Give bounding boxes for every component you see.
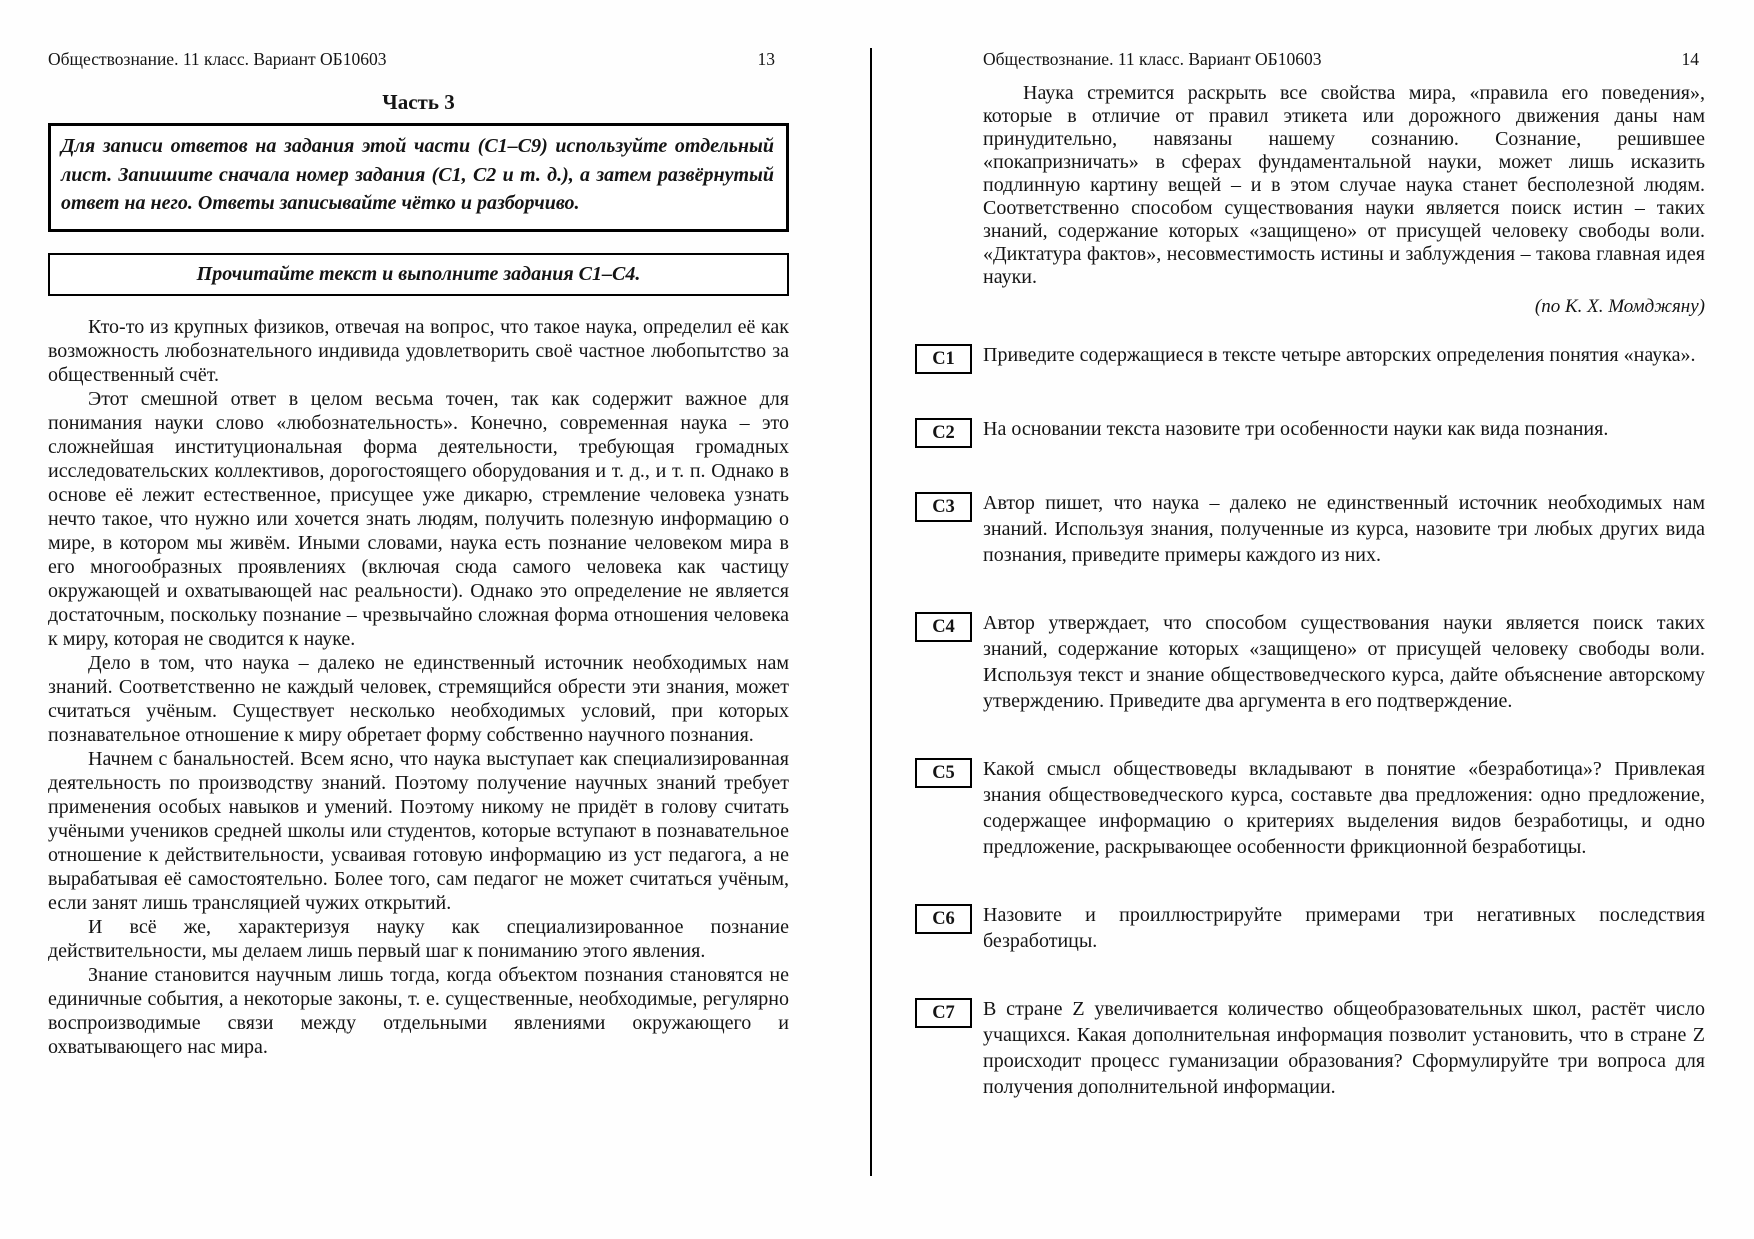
text-paragraph-7: Наука стремится раскрыть все свойства мира, «правила его поведения», которые в отличие от правил этикета или дорожного движения даны нам принудительно, навязаны нашему сознанию. Сознание, решившее «покапризничать» в сферах фундаментальной науки, может лишь исказить подлинную картину вещей – и в этом случае наука станет бесполезной людям. Соответственно способом существования науки является поиск истин – таких знаний, содержание которых «защищено» от присущей человеку свободы воли. «Диктатура фактов», несовместимость истины и заблуждения – такова главная идея науки. [983,82,1705,288]
task-c7-text: В стране Z увеличивается количество общеобразовательных школ, растёт число учащихся. Какая дополнительная информация позволит установить, что в стране Z происходит процесс гуманизации образования? Сформулируйте три вопроса для получения дополнительной информации. [983,998,1705,1098]
task-c7-number-box: С7 [915,998,972,1028]
read-prompt-text: Прочитайте текст и выполните задания С1–С4. [196,262,641,285]
text-paragraph-3: Дело в том, что наука – далеко не единственный источник необходимых нам знаний. Соответственно не каждый человек, стремящийся обрести эти знания, может считаться учёным. Существует несколько необходимых условий, при которых познавательное отношение к миру обретает форму собственно научного познания. [48,651,789,746]
text-paragraph-1: Кто-то из крупных физиков, отвечая на вопрос, что такое наука, определил её как возможность любознательного индивида удовлетворить своё частное любопытство за общественный счёт. [48,315,789,386]
task-c2 [915,416,1705,448]
task-c4 [915,610,1705,714]
task-c5 [915,756,1705,860]
page-left-number: 13 [757,49,775,69]
page-right-header [983,48,1705,70]
task-c3-number-box: С3 [915,492,972,522]
tasks-list [915,342,1705,1100]
task-c2-number-box: С2 [915,418,972,448]
task-c6 [915,902,1705,954]
reading-text [48,315,789,1059]
page-right-number: 14 [1681,49,1699,69]
instruction-text: Для записи ответов на задания этой части (С1–С9) используйте отдельный лист. Запишите сначала номер задания (С1, С2 и т. д.), а затем развёрнутый ответ на него. Ответы записывайте чётко и разборчиво. [61,135,774,214]
page-divider-line [870,48,872,1176]
text-paragraph-4: Начнем с банальностей. Всем ясно, что наука выступает как специализированная деятельность по производству знаний. Поэтому получение научных знаний требует применения особых навыков и умений. Поэтому никому не придёт в голову считать учёными учеников средней школы или студентов, которые вступают в познавательное отношение к действительности, усваивая готовую информацию из уст педагога, а не вырабатывая её самостоятельно. Более того, сам педагог не может считаться учёным, если занят лишь трансляцией чужих открытий. [48,747,789,914]
page-right-header-title: Обществознание. 11 класс. Вариант ОБ10603 [983,49,1322,69]
text-paragraph-5: И всё же, характеризуя науку как специализированное познание действительности, мы делаем лишь первый шаг к пониманию этого явления. [48,915,789,962]
text-attribution: (по К. Х. Момджяну) [1534,296,1705,317]
task-c2-text: На основании текста назовите три особенности науки как вида познания. [983,418,1609,440]
page-left-header-title: Обществознание. 11 класс. Вариант ОБ10603 [48,49,387,69]
page-left-header [48,48,789,70]
task-c4-number-box: С4 [915,612,972,642]
task-c6-number-box: С6 [915,904,972,934]
task-c7 [915,996,1705,1100]
task-c6-text: Назовите и проиллюстрируйте примерами три негативных последствия безработицы. [983,904,1705,952]
task-c5-text: Какой смысл обществоведы вкладывают в понятие «безработица»? Привлекая знания обществоведческого курса, составьте два предложения: одно предложение, содержащее информацию о критериях выделения видов безработицы, и одно предложение, раскрывающее особенности фрикционной безработицы. [983,758,1705,858]
part-title: Часть 3 [382,90,455,114]
task-c5-number-box: С5 [915,758,972,788]
read-prompt-box [48,253,789,296]
task-c1 [915,342,1705,374]
task-c1-text: Приведите содержащиеся в тексте четыре авторских определения понятия «наука». [983,344,1696,366]
text-paragraph-6: Знание становится научным лишь тогда, когда объектом познания становятся не единичные события, а некоторые законы, т. е. существенные, необходимые, регулярно воспроизводимые связи между отдельными явлениями окружающего и охватывающего нас мира. [48,963,789,1058]
task-c4-text: Автор утверждает, что способом существования науки является поиск таких знаний, содержание которых «защищено» от присущей человеку свободы воли. Используя текст и знание обществоведческого курса, дайте объяснение авторскому утверждению. Приведите два аргумента в его подтверждение. [983,612,1705,712]
instruction-box [48,123,789,232]
task-c1-number-box: С1 [915,344,972,374]
page-right [915,48,1705,1142]
page-left [48,48,789,1059]
task-c3 [915,490,1705,568]
text-paragraph-2: Этот смешной ответ в целом весьма точен, так как содержит важное для понимания науки слово «любознательность». Конечно, современная наука – это сложнейшая институциональная форма деятельности, требующая громадных исследовательских коллективов, дорогостоящего оборудования и т. д., и т. п. Однако в основе её лежит естественное, присущее уже дикарю, стремление человека узнать нечто такое, что нужно или хочется знать людям, получить полезную информацию о мире, в котором мы живём. Иными словами, наука есть познание человеком мира в его многообразных проявлениях (включая сюда самого человека как частицу окружающей и охватывающей нас реальности). Однако это определение не является достаточным, поскольку познание – чрезвычайно сложная форма отношения человека к миру, которая не сводится к науке. [48,387,789,650]
task-c3-text: Автор пишет, что наука – далеко не единственный источник необходимых нам знаний. Используя знания, полученные из курса, назовите три любых других вида познания, приведите примеры каждого из них. [983,492,1705,566]
